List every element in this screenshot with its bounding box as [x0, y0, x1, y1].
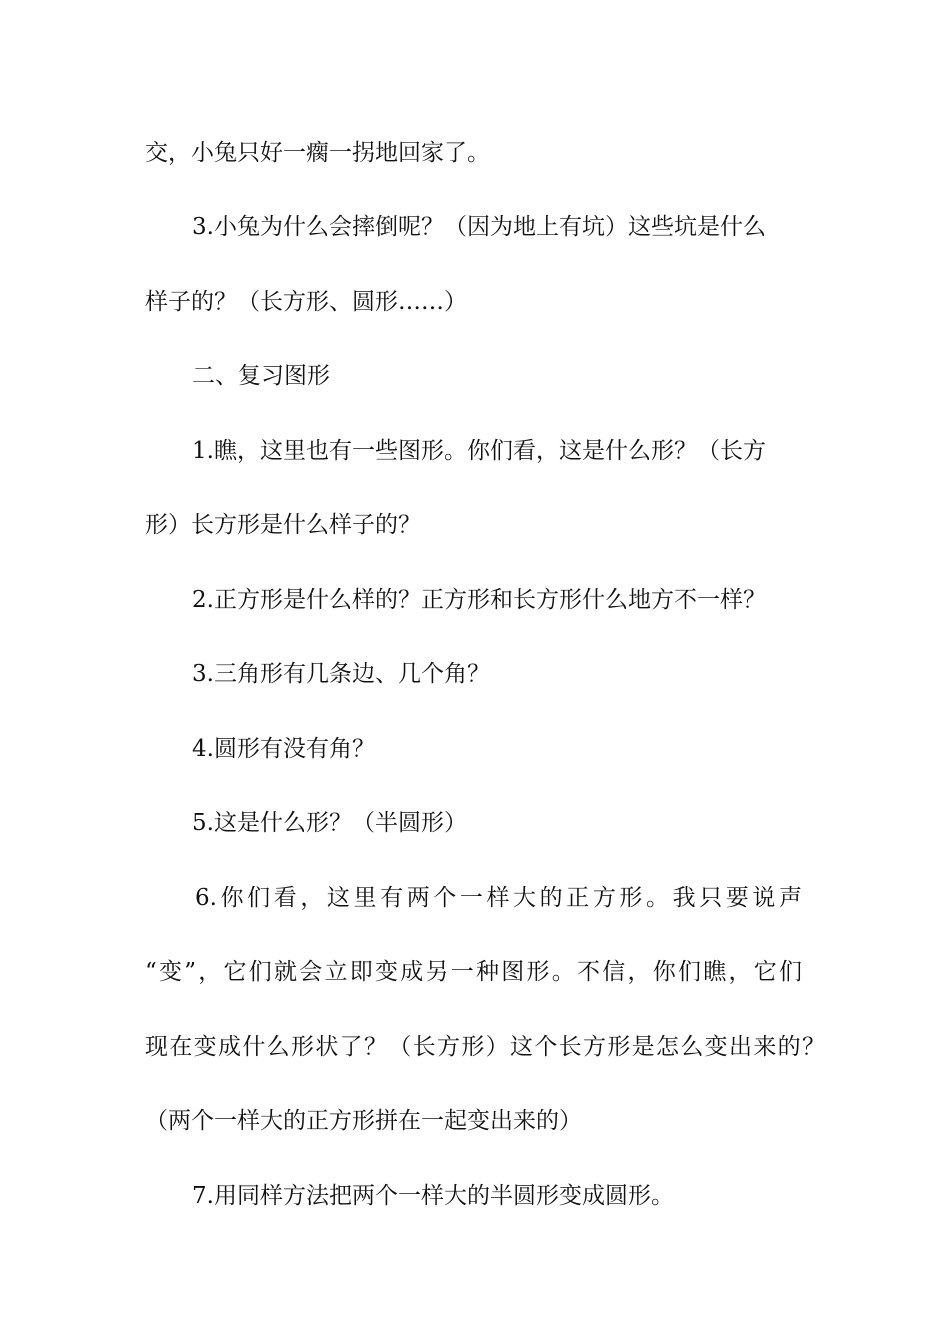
- text-line: 7.用同样方法把两个一样大的半圆形变成圆形。: [192, 1183, 674, 1209]
- text-line: 5.这是什么形？（半圆形）: [192, 810, 467, 836]
- text-line: 2.正方形是什么样的？正方形和长方形什么地方不一样？: [192, 587, 766, 613]
- text-line: 现在变成什么形状了？（长方形）这个长方形是怎么变出来的？: [145, 1034, 825, 1060]
- text-line: 形）长方形是什么样子的？: [145, 512, 421, 538]
- text-line: 交，小兔只好一瘸一拐地回家了。: [145, 140, 490, 166]
- text-line: 6.你们看，这里有两个一样大的正方形。我只要说声: [195, 885, 802, 911]
- text-line: “变”，它们就会立即变成另一种图形。不信，你们瞧，它们: [145, 959, 802, 985]
- section-heading: 二、复习图形: [192, 363, 330, 389]
- text-line: （两个一样大的正方形拼在一起变出来的）: [145, 1108, 582, 1134]
- text-line: 3.三角形有几条边、几个角？: [192, 661, 490, 687]
- text-line: 3.小兔为什么会摔倒呢？（因为地上有坑）这些坑是什么: [192, 214, 766, 240]
- text-line: 样子的？（长方形、圆形……）: [145, 289, 467, 315]
- text-line: 1.瞧，这里也有一些图形。你们看，这是什么形？（长方: [192, 438, 766, 464]
- text-line: 4.圆形有没有角？: [192, 736, 375, 762]
